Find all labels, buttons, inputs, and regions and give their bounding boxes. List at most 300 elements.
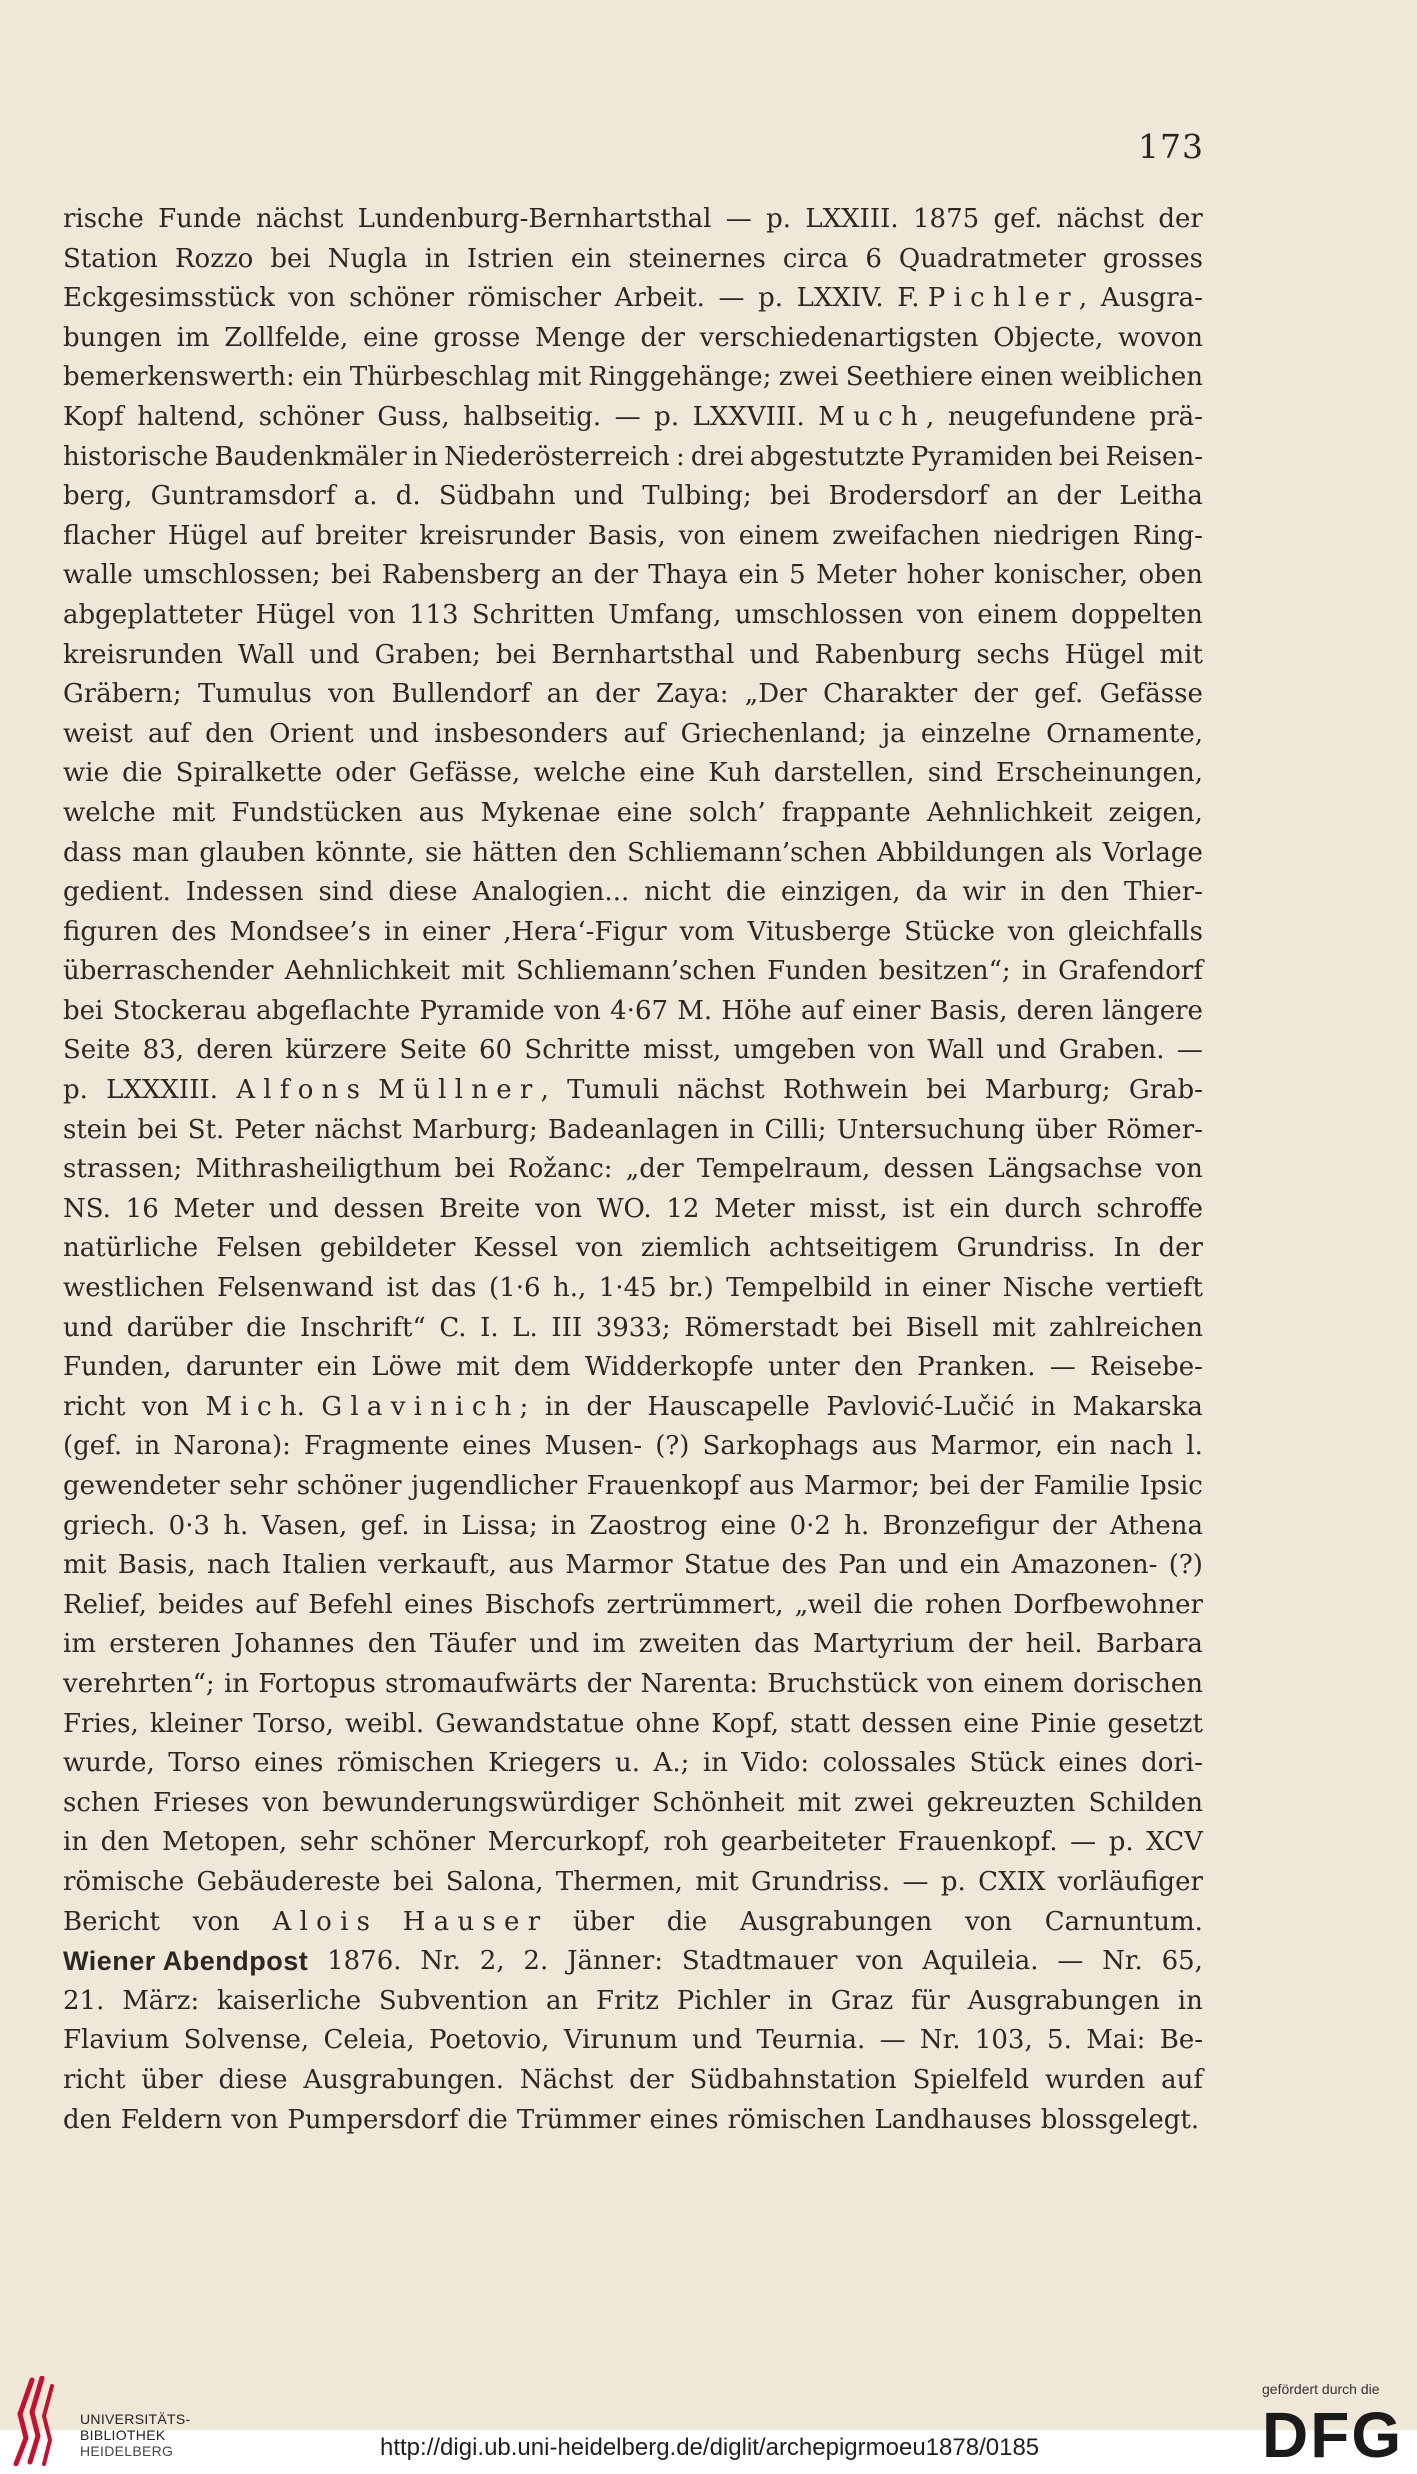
text-word: p. bbox=[766, 204, 792, 234]
text-word: Familie bbox=[1033, 1471, 1131, 1501]
text-word: ersteren bbox=[109, 1629, 221, 1660]
text-word: deren bbox=[196, 1035, 273, 1066]
text-word: Längsachse bbox=[987, 1154, 1143, 1185]
text-word: Metopen, bbox=[161, 1827, 288, 1858]
text-word: sie bbox=[424, 837, 463, 868]
text-word: dass bbox=[63, 837, 122, 868]
text-word: des bbox=[171, 916, 217, 947]
text-word: eine bbox=[963, 1708, 1020, 1739]
text-word: von bbox=[927, 1668, 975, 1699]
text-word: Meter bbox=[714, 1193, 795, 1224]
text-word: Frieses bbox=[152, 1787, 250, 1818]
text-word: Kuh bbox=[708, 758, 761, 789]
text-word: 0·3 bbox=[168, 1510, 211, 1541]
text-word: solch’ bbox=[688, 797, 766, 828]
text-word: nächst bbox=[677, 1075, 765, 1106]
text-word: von bbox=[856, 1946, 904, 1977]
text-word: für bbox=[910, 1985, 950, 2016]
text-word: Römerstadt bbox=[684, 1312, 839, 1343]
text-word: nach bbox=[1109, 1431, 1174, 1462]
text-word: nächst bbox=[314, 1114, 402, 1145]
text-word: Ausgrabungen bbox=[739, 1906, 933, 1937]
text-word: und bbox=[749, 639, 800, 670]
text-word: Täufer bbox=[429, 1629, 516, 1660]
text-word: Nugla bbox=[327, 243, 408, 274]
text-word: Barbara bbox=[1095, 1629, 1203, 1660]
text-word: insbesonders bbox=[434, 718, 609, 749]
text-word: Löwe bbox=[371, 1352, 442, 1383]
text-word: zwei bbox=[778, 362, 839, 393]
text-word: LXXXIII. bbox=[106, 1075, 218, 1106]
text-word: auf bbox=[623, 718, 666, 749]
text-word: Seite bbox=[399, 1035, 467, 1066]
text-word: gesetzt bbox=[1107, 1708, 1203, 1739]
text-line bbox=[63, 1190, 1203, 1230]
text-word: Hügel bbox=[1064, 639, 1145, 670]
text-word: misst, bbox=[809, 1193, 888, 1224]
text-word: in bbox=[551, 1510, 577, 1541]
text-word: ein bbox=[949, 1193, 990, 1224]
text-word: in bbox=[1021, 956, 1047, 987]
text-line bbox=[63, 1942, 1203, 1982]
text-word: diese bbox=[388, 877, 458, 908]
text-word: da bbox=[915, 877, 948, 908]
text-word: oben bbox=[1138, 560, 1203, 591]
text-word: LXXIV. bbox=[796, 283, 884, 314]
text-word: LXXVIII. bbox=[692, 401, 805, 432]
text-word: niedrigen bbox=[993, 520, 1120, 551]
text-word: roh bbox=[663, 1827, 709, 1858]
text-word: wovon bbox=[1117, 322, 1203, 353]
text-word: eine bbox=[362, 322, 419, 353]
text-word: auf bbox=[260, 520, 303, 551]
text-word: wie bbox=[63, 758, 109, 789]
text-word: Breite bbox=[439, 1193, 521, 1224]
text-word: bei bbox=[454, 1154, 495, 1185]
text-word: Reisebe- bbox=[1090, 1352, 1203, 1383]
text-word: im bbox=[176, 322, 210, 353]
text-word: — bbox=[614, 401, 641, 432]
text-word: frappante bbox=[781, 797, 911, 828]
text-word: nächst bbox=[1056, 204, 1145, 234]
text-word: diese bbox=[218, 2064, 288, 2095]
text-word: einzigen, bbox=[781, 877, 901, 908]
text-word: Bullendorf bbox=[391, 679, 531, 710]
text-line bbox=[63, 1507, 1203, 1547]
text-word: in bbox=[223, 1668, 250, 1699]
text-word: prä- bbox=[1149, 401, 1203, 432]
text-line bbox=[63, 1863, 1203, 1903]
text-word: Südbahnstation bbox=[689, 2064, 897, 2095]
text-line bbox=[63, 1269, 1203, 1309]
text-line bbox=[63, 1705, 1203, 1745]
text-word: l. bbox=[1186, 1431, 1203, 1462]
text-line bbox=[63, 873, 1203, 913]
text-line bbox=[63, 1031, 1203, 1071]
text-line bbox=[63, 1111, 1203, 1151]
text-word: Poetovio, bbox=[428, 2025, 550, 2056]
text-word: Rabenburg bbox=[814, 639, 962, 670]
text-word: der bbox=[595, 679, 640, 710]
text-word: mit bbox=[797, 1787, 841, 1818]
text-word: Jänner: bbox=[567, 1946, 664, 1977]
text-word: 12 bbox=[666, 1193, 700, 1224]
text-word: auf bbox=[147, 718, 190, 749]
text-word: In bbox=[1113, 1233, 1141, 1264]
text-word: St. bbox=[187, 1114, 225, 1145]
text-word: Guntramsdorf bbox=[150, 481, 336, 512]
text-word: römischen bbox=[336, 1748, 475, 1779]
text-word: mit bbox=[695, 1866, 739, 1897]
text-word: in bbox=[544, 1391, 570, 1422]
text-word: Römer- bbox=[1106, 1114, 1203, 1145]
text-line bbox=[63, 279, 1203, 319]
text-word: Marburg; bbox=[984, 1075, 1111, 1106]
text-word: u. bbox=[615, 1748, 641, 1779]
text-word: Tumuli bbox=[567, 1075, 660, 1106]
text-word: deren bbox=[1016, 995, 1094, 1026]
text-word: Wiener Abendpost bbox=[63, 1946, 309, 1977]
text-line bbox=[63, 240, 1203, 280]
text-word: Aehnlichkeit bbox=[926, 797, 1093, 828]
text-word: Bisell bbox=[905, 1312, 979, 1343]
text-word: Ring- bbox=[1132, 520, 1203, 551]
text-word: kreisrunder bbox=[419, 520, 575, 551]
text-word: abgestutzte bbox=[749, 441, 905, 472]
source-url-link[interactable]: http://digi.ub.uni-heidelberg.de/diglit/archepigrmoeu1878/0185 bbox=[380, 2434, 1040, 2461]
text-word: dorischen bbox=[1073, 1668, 1203, 1699]
text-word: beides bbox=[158, 1589, 244, 1620]
text-word: Pavlović-Lučić bbox=[826, 1391, 1015, 1422]
text-word: und bbox=[368, 718, 420, 749]
text-word: zwei bbox=[854, 1787, 914, 1818]
text-word: CXIX bbox=[978, 1866, 1046, 1897]
text-word: bei bbox=[270, 243, 311, 274]
text-word: Hügel bbox=[167, 520, 248, 551]
text-word: Untersuchung bbox=[836, 1114, 1026, 1145]
text-word: vertieft bbox=[1106, 1273, 1203, 1304]
text-word: der bbox=[1052, 1510, 1097, 1541]
text-word: Höhe bbox=[721, 995, 792, 1026]
text-word: mit bbox=[1159, 639, 1203, 670]
text-word: mit bbox=[992, 1312, 1036, 1343]
text-line bbox=[63, 398, 1203, 438]
text-word: a. bbox=[353, 481, 378, 512]
text-word: eines bbox=[404, 1589, 474, 1620]
text-word: römischer bbox=[467, 283, 602, 314]
text-word: M ü l l n e r , bbox=[378, 1075, 549, 1106]
text-line bbox=[63, 358, 1203, 398]
text-word: ziemlich bbox=[640, 1233, 751, 1264]
text-word: weiblichen bbox=[1060, 362, 1203, 393]
text-word: Aquileia. bbox=[922, 1946, 1039, 1977]
text-word: Marmor bbox=[565, 1550, 673, 1581]
text-word: breiter bbox=[315, 520, 407, 551]
text-word: und bbox=[63, 1312, 114, 1343]
text-word: besitzen“; bbox=[878, 956, 1011, 987]
text-word: Teurnia. bbox=[756, 2025, 866, 2056]
text-word: Schliemann’schen bbox=[516, 956, 756, 987]
text-word: 65, bbox=[1161, 1946, 1203, 1977]
text-word: Torso, bbox=[253, 1708, 334, 1739]
text-word: Frauenkopf. bbox=[897, 1827, 1058, 1858]
text-word: grosses bbox=[1102, 243, 1203, 274]
text-line bbox=[63, 1586, 1203, 1626]
text-word: griech. bbox=[63, 1510, 156, 1541]
text-word: über bbox=[572, 1906, 635, 1937]
text-word: Hauscapelle bbox=[647, 1391, 810, 1422]
text-word: Meter bbox=[173, 1193, 254, 1224]
text-word: Gefässe bbox=[1099, 679, 1203, 710]
text-word: achtseitigem bbox=[768, 1233, 939, 1264]
text-word: Grab- bbox=[1128, 1075, 1203, 1106]
text-word: von bbox=[288, 283, 336, 314]
text-word: Bronzefigur bbox=[882, 1510, 1039, 1541]
text-word: haltend, bbox=[137, 401, 246, 432]
text-word: Bischofs bbox=[484, 1589, 596, 1620]
text-line bbox=[63, 1982, 1203, 2022]
text-word: und bbox=[268, 1193, 319, 1224]
text-word: weist bbox=[63, 718, 133, 749]
text-word: A l f o n s bbox=[236, 1075, 360, 1106]
text-word: in bbox=[702, 1748, 728, 1779]
text-line bbox=[63, 636, 1203, 676]
text-line bbox=[63, 794, 1203, 834]
text-line bbox=[63, 200, 1203, 240]
text-word: bei bbox=[851, 1312, 893, 1343]
text-word: gedient. bbox=[63, 877, 171, 908]
text-word: Rothwein bbox=[782, 1075, 909, 1106]
library-name bbox=[80, 2411, 190, 2459]
text-word: von bbox=[575, 1233, 623, 1264]
text-word: Spiralkette bbox=[175, 758, 323, 789]
text-word: 113 bbox=[408, 599, 459, 630]
text-word: doppelten bbox=[1071, 599, 1203, 630]
text-word: Rožanc: bbox=[508, 1154, 613, 1185]
text-word: halbseitig. bbox=[463, 401, 602, 432]
text-word: darstellen, bbox=[773, 758, 915, 789]
text-word: ist bbox=[386, 1273, 419, 1304]
text-word: 16 bbox=[125, 1193, 159, 1224]
text-word: stein bbox=[63, 1114, 128, 1145]
text-word: blossgelegt. bbox=[1040, 2104, 1200, 2135]
text-word: h. bbox=[844, 1510, 870, 1541]
text-word: den bbox=[367, 1629, 417, 1660]
text-word: eines bbox=[254, 1748, 324, 1779]
text-line bbox=[63, 1903, 1203, 1943]
text-word: kürzere bbox=[285, 1035, 388, 1066]
text-word: dori- bbox=[1141, 1748, 1203, 1779]
text-word: in bbox=[135, 1431, 161, 1462]
text-word: bei bbox=[1058, 441, 1100, 472]
text-word: vom bbox=[679, 916, 735, 947]
text-word: p. bbox=[63, 1075, 88, 1106]
text-word: durch bbox=[1004, 1193, 1082, 1224]
text-word: verschiedenartigsten bbox=[699, 322, 979, 353]
text-word: Pranken. bbox=[917, 1352, 1036, 1383]
text-word: Analogien... bbox=[472, 877, 630, 908]
text-word: eines bbox=[649, 2104, 719, 2135]
text-word: kleiner bbox=[149, 1708, 243, 1739]
text-word: Lissa; bbox=[461, 1510, 538, 1541]
text-word: XCV bbox=[1146, 1827, 1203, 1858]
text-word: mit bbox=[171, 797, 216, 828]
text-word: ohne bbox=[635, 1708, 701, 1739]
text-word: Italien bbox=[281, 1550, 367, 1581]
text-word: Eckgesimsstück bbox=[63, 283, 275, 314]
text-word: von bbox=[231, 2104, 279, 2135]
text-word: Quadratmeter bbox=[898, 243, 1086, 274]
text-word: die bbox=[666, 1906, 708, 1937]
text-word: den bbox=[63, 2104, 112, 2135]
text-word: Tulbing; bbox=[642, 481, 752, 512]
text-word: Tumulus bbox=[197, 679, 312, 710]
text-word: in bbox=[1030, 1391, 1057, 1422]
text-word: sind bbox=[927, 758, 983, 789]
text-word: F. P i c h l e r , bbox=[897, 283, 1088, 314]
text-word: wir bbox=[962, 877, 1006, 908]
text-word: kaiserliche bbox=[217, 1985, 362, 2016]
text-line bbox=[63, 1150, 1203, 1190]
text-word: Basis, bbox=[929, 995, 1008, 1026]
text-word: im bbox=[63, 1629, 96, 1660]
text-word: Feldern bbox=[120, 2104, 223, 2135]
text-word: Tempelbild bbox=[726, 1273, 872, 1304]
text-word: das bbox=[431, 1273, 477, 1304]
text-word: bei bbox=[331, 560, 372, 591]
text-word: einen bbox=[980, 362, 1053, 393]
text-word: schroffe bbox=[1096, 1193, 1203, 1224]
text-word: eine bbox=[616, 797, 673, 828]
text-word: Cilli; bbox=[764, 1114, 827, 1145]
text-word: zahlreichen bbox=[1049, 1312, 1203, 1343]
text-word: berg, bbox=[63, 481, 133, 512]
text-word: von bbox=[141, 1391, 190, 1422]
text-word: — bbox=[1176, 1035, 1203, 1066]
text-word: Funden, bbox=[63, 1352, 172, 1383]
text-word: gef. bbox=[360, 1510, 410, 1541]
text-word: Salona, bbox=[445, 1866, 544, 1897]
text-line bbox=[63, 477, 1203, 517]
text-word: Nr. bbox=[919, 2025, 961, 2056]
text-word: in bbox=[1177, 1985, 1203, 2016]
text-word: statt bbox=[790, 1708, 851, 1739]
text-line bbox=[63, 1427, 1203, 1467]
text-word: Thier- bbox=[1123, 877, 1203, 908]
text-word: in bbox=[63, 1827, 89, 1858]
text-word: zeigen, bbox=[1108, 797, 1203, 828]
text-word: Menge bbox=[534, 322, 626, 353]
text-word: Fortopus bbox=[258, 1668, 376, 1699]
page-number: 173 bbox=[1138, 127, 1204, 166]
text-word: nicht bbox=[644, 877, 711, 908]
text-word: Stück bbox=[969, 1748, 1045, 1779]
text-word: zweifachen bbox=[832, 520, 981, 551]
text-word: Rozzo bbox=[174, 243, 254, 274]
text-word: die bbox=[467, 2104, 508, 2135]
text-word: Vasen, bbox=[261, 1510, 348, 1541]
library-name-line3: HEIDELBERG bbox=[80, 2443, 174, 2459]
text-word: Felsenwand bbox=[217, 1273, 374, 1304]
text-line bbox=[63, 1546, 1203, 1586]
text-word: Zollfelde, bbox=[224, 322, 349, 353]
text-word: „weil bbox=[794, 1589, 863, 1620]
text-word: — bbox=[879, 2025, 906, 2056]
text-word: dem bbox=[513, 1352, 571, 1383]
text-word: „der bbox=[625, 1154, 684, 1185]
text-word: schöner bbox=[370, 1827, 476, 1858]
text-word: des bbox=[781, 1550, 827, 1581]
text-word: von bbox=[678, 520, 726, 551]
text-word: ist bbox=[902, 1193, 935, 1224]
text-word: Pyramide bbox=[419, 995, 545, 1026]
text-word: drei bbox=[690, 441, 744, 472]
text-word: Ausgrabungen. bbox=[303, 2064, 505, 2095]
text-word: Reisen- bbox=[1105, 441, 1203, 472]
text-word: Orient bbox=[269, 718, 354, 749]
text-word: 6 bbox=[865, 243, 882, 274]
text-line bbox=[63, 2021, 1203, 2061]
text-word: Ipsic bbox=[1139, 1471, 1203, 1501]
text-word: Mithrasheiligthum bbox=[195, 1154, 442, 1185]
text-line bbox=[63, 556, 1203, 596]
text-word: Südbahn bbox=[438, 481, 556, 512]
text-word: Badeanlagen bbox=[547, 1114, 720, 1145]
text-word: und bbox=[898, 1550, 949, 1581]
text-word: steinernes bbox=[628, 243, 766, 274]
text-word: mit bbox=[63, 1550, 107, 1581]
text-word: aus bbox=[871, 1431, 918, 1462]
text-word: mit bbox=[461, 956, 505, 987]
text-word: in bbox=[412, 441, 438, 472]
text-word: Frauenkopf bbox=[586, 1471, 740, 1501]
text-word: die bbox=[873, 1589, 914, 1620]
text-line bbox=[63, 1388, 1203, 1428]
text-word: Relief, bbox=[63, 1589, 147, 1620]
text-word: natürliche bbox=[63, 1233, 199, 1264]
text-line bbox=[63, 1467, 1203, 1507]
text-word: der bbox=[640, 322, 685, 353]
text-line bbox=[63, 1744, 1203, 1784]
text-word: heil. bbox=[1025, 1629, 1083, 1660]
text-word: unter bbox=[767, 1352, 840, 1383]
text-word: Mai: bbox=[1086, 2025, 1146, 2056]
body-text bbox=[63, 200, 1203, 2140]
text-word: sehr bbox=[299, 1827, 358, 1858]
text-word: welche bbox=[63, 797, 156, 828]
text-word: stromaufwärts bbox=[385, 1668, 578, 1699]
text-word: Bernhartsthal bbox=[551, 639, 735, 670]
text-word: LXXIII. bbox=[805, 204, 899, 234]
text-word: der bbox=[586, 1668, 632, 1699]
text-word: der bbox=[967, 1629, 1013, 1660]
text-word: Stücke bbox=[904, 916, 995, 947]
text-word: Marmor; bbox=[803, 1471, 920, 1501]
text-word: : bbox=[675, 441, 685, 472]
text-word: sechs bbox=[976, 639, 1050, 670]
text-word: 1·45 bbox=[598, 1273, 657, 1304]
text-word: H a u s e r bbox=[402, 1906, 541, 1937]
text-word: Nische bbox=[1002, 1273, 1094, 1304]
text-word: Ausgrabungen bbox=[967, 1985, 1160, 2016]
text-word: Ringgehänge; bbox=[588, 362, 772, 393]
text-word: der bbox=[979, 1471, 1024, 1501]
text-word: an bbox=[545, 1985, 579, 2016]
text-word: dessen bbox=[883, 1154, 975, 1185]
text-line bbox=[63, 952, 1203, 992]
text-word: A l o i s bbox=[272, 1906, 370, 1937]
text-word: Schönheit bbox=[652, 1787, 785, 1818]
